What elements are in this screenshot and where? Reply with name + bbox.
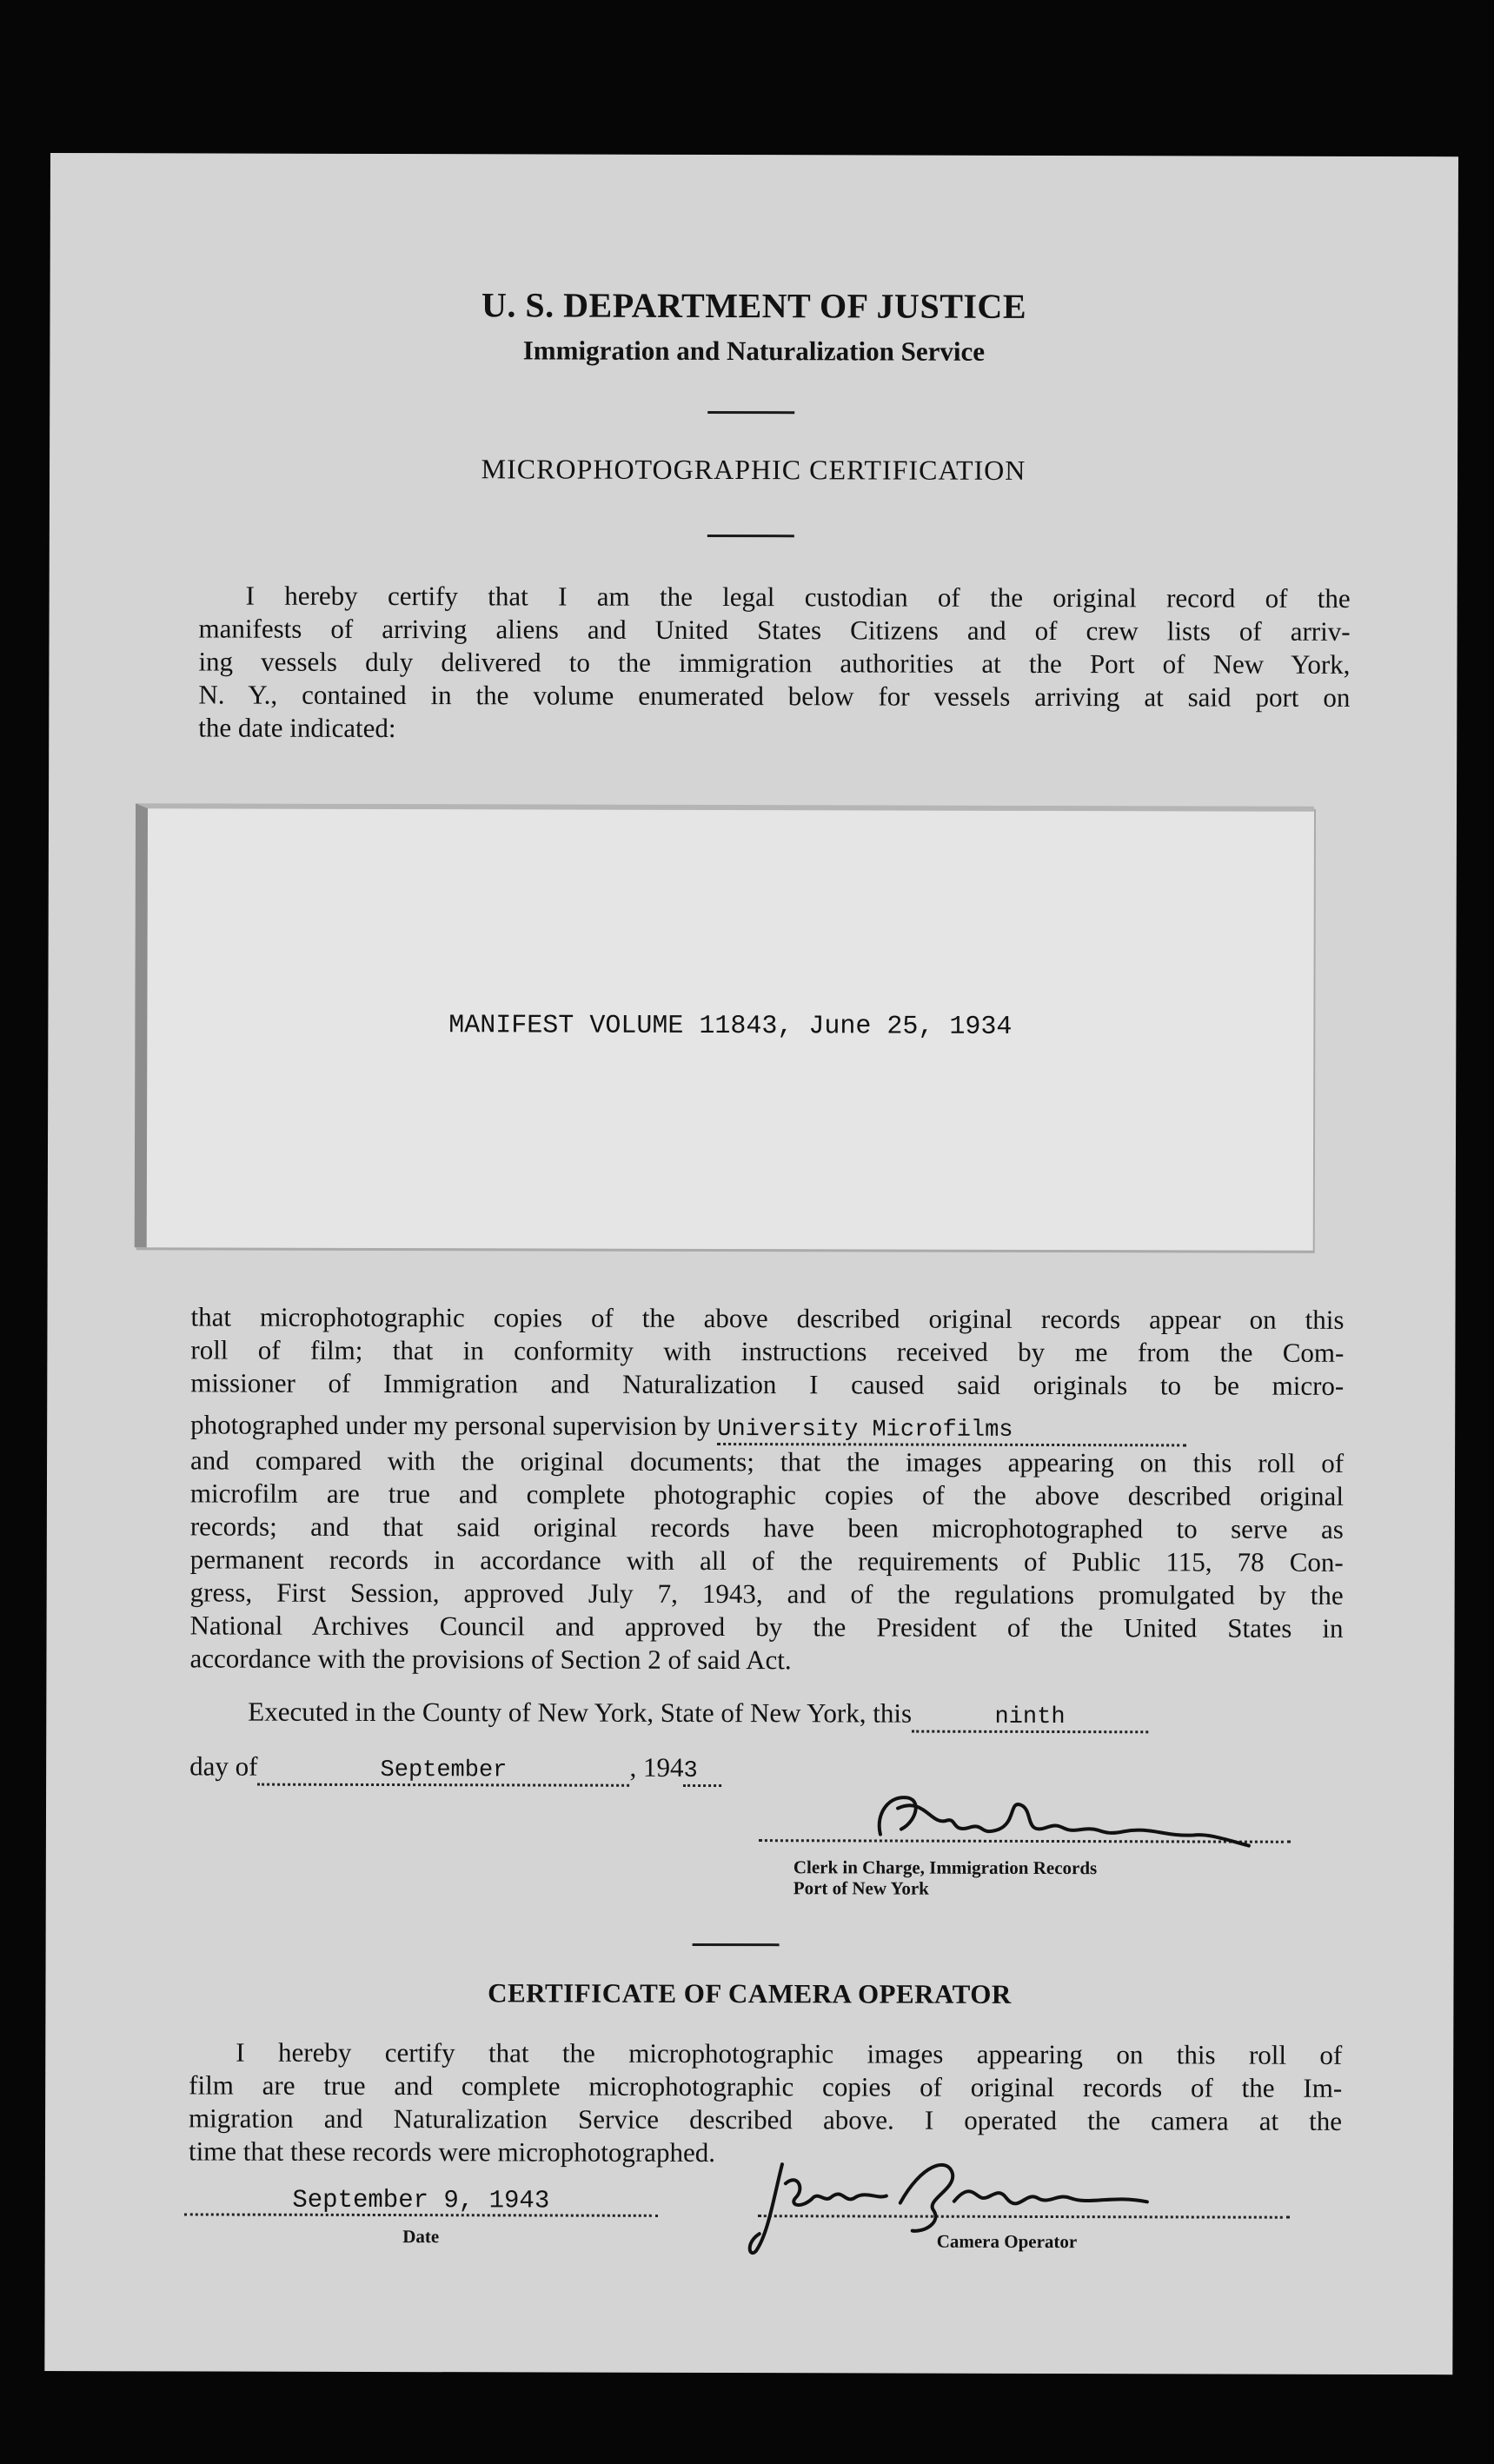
body-line: microfilm are true and complete photographic copies of the above described original <box>189 1478 1345 1511</box>
date-label: Date <box>402 2226 440 2248</box>
camera-date: September 9, 1943 <box>292 2185 550 2215</box>
clerk-signature <box>863 1778 1263 1857</box>
supervisor-name: University Microfilms <box>717 1417 1186 1446</box>
intro-line: I hereby certify that I am the legal custodian of the original record of the <box>245 580 1351 614</box>
divider <box>707 535 794 537</box>
certificate-sheet <box>44 153 1458 2374</box>
body-line: and compared with the original documents; that the images appearing on this roll of <box>190 1445 1345 1478</box>
manifest-card <box>135 803 1314 1251</box>
service-subheading: Immigration and Naturalization Service <box>522 335 986 367</box>
body-line: accordance with the provisions of Section 2 of said Act. <box>189 1643 792 1676</box>
executed-date-line <box>189 1750 721 1787</box>
date-line <box>184 2213 658 2216</box>
certification-paragraph <box>189 1300 1344 1677</box>
supervision-prefix: photographed under my personal supervision by <box>190 1409 711 1441</box>
divider <box>693 1943 780 1946</box>
year-digit: 3 <box>683 1758 721 1787</box>
camera-line: film are true and complete microphotographic copies of original records of the Im- <box>189 2069 1343 2103</box>
intro-line: the date indicated: <box>198 712 396 744</box>
body-line: gress, First Session, approved July 7, 1943, and of the regulations promulgated by the <box>189 1577 1344 1611</box>
intro-line: N. Y., contained in the volume enumerated below for vessels arriving at said port on <box>198 679 1351 713</box>
camera-line: I hereby certify that the microphotographic images appearing on this roll of <box>236 2036 1343 2070</box>
clerk-title: Clerk in Charge, Immigration Records <box>793 1856 1098 1879</box>
executed-day: ninth <box>912 1704 1148 1734</box>
day-of-label: day of <box>189 1750 258 1782</box>
divider <box>707 411 794 414</box>
certification-title: MICROPHOTOGRAPHIC CERTIFICATION <box>481 453 1026 486</box>
executed-month: September <box>257 1757 629 1787</box>
body-line: permanent records in accordance with all of the requirements of Public 115, 78 Con- <box>189 1544 1344 1577</box>
supervision-line <box>190 1408 1344 1446</box>
camera-line: time that these records were microphotographed. <box>188 2135 716 2168</box>
clerk-port: Port of New York <box>793 1877 929 1899</box>
intro-line: manifests of arriving aliens and United States Citizens and of crew lists of arriv- <box>198 613 1351 647</box>
body-line: that microphotographic copies of the above described original records appear on this <box>190 1301 1345 1335</box>
executed-line <box>248 1696 1148 1734</box>
body-line: National Archives Council and approved by the President of the United States in <box>189 1610 1344 1644</box>
intro-line: ing vessels duly delivered to the immigration authorities at the Port of New York, <box>198 646 1351 680</box>
camera-certificate-title: CERTIFICATE OF CAMERA OPERATOR <box>488 1977 1012 2009</box>
body-line: missioner of Immigration and Naturalization I caused said originals to be micro- <box>190 1367 1345 1401</box>
camera-line: migration and Naturalization Service described above. I operated the camera at the <box>189 2102 1343 2136</box>
operator-label: Camera Operator <box>936 2230 1078 2253</box>
intro-paragraph <box>198 579 1350 747</box>
executed-prefix: Executed in the County of New York, State of New York, this <box>248 1696 913 1729</box>
body-line: roll of film; that in conformity with instructions received by me from the Com- <box>190 1334 1345 1368</box>
body-line: records; and that said original records have been microphotographed to serve as <box>189 1511 1344 1544</box>
department-heading: U. S. DEPARTMENT OF JUSTICE <box>481 285 1027 326</box>
year-prefix: , 194 <box>629 1751 684 1783</box>
manifest-volume: MANIFEST VOLUME 11843, June 25, 1934 <box>448 1011 1013 1042</box>
